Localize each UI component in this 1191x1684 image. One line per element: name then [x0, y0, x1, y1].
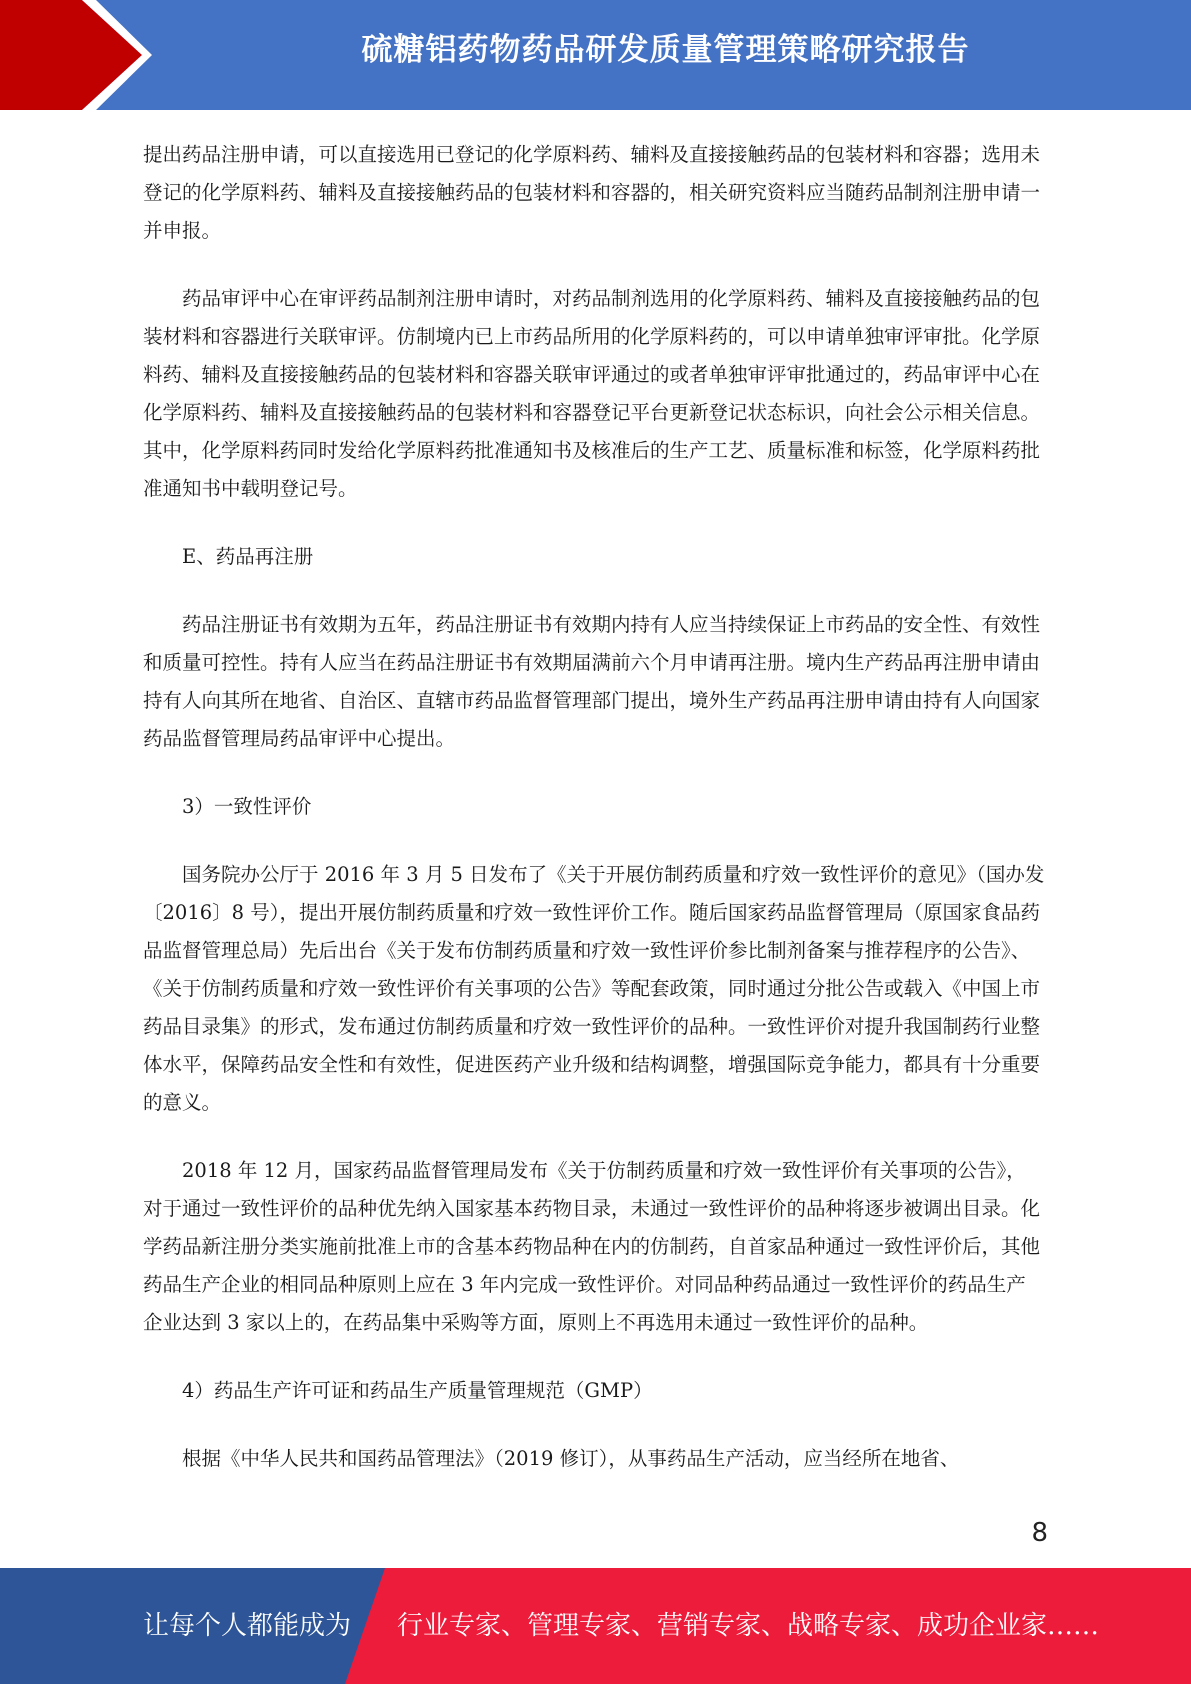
- page-number: 8: [1031, 1518, 1048, 1548]
- paragraph: 药品注册证书有效期为五年，药品注册证书有效期内持有人应当持续保证上市药品的安全性、有效性和质量可控性。持有人应当在药品注册证书有效期届满前六个月申请再注册。境内生产药品再注册申请由持有人向其所在地省、自治区、直辖市药品监督管理部门提出，境外生产药品再注册申请由持有人向国家药品监督管理局药品审评中心提出。: [143, 613, 1041, 750]
- paragraph: 2018 年 12 月，国家药品监督管理局发布《关于仿制药质量和疗效一致性评价有关事项的公告》，对于通过一致性评价的品种优先纳入国家基本药物目录，未通过一致性评价的品种将逐步被调出目录。化学药品新注册分类实施前批准上市的含基本药物品种在内的仿制药，自首家品种通过一致性评价后，其他药品生产企业的相同品种原则上应在 3 年内完成一致性评价。对同品种药品通过一致性评价的药品生产企业达到 3 家以上的，在药品集中采购等方面，原则上不再选用未通过一致性评价的品种。: [143, 1159, 1041, 1334]
- section-heading: 3）一致性评价: [182, 795, 312, 818]
- page-header: [0, 0, 1191, 110]
- document-body: [143, 136, 1045, 1508]
- paragraph: 国务院办公厅于 2016 年 3 月 5 日发布了《关于开展仿制药质量和疗效一致性评价的意见》（国办发〔2016〕8 号），提出开展仿制药质量和疗效一致性评价工作。随后国家药品监督管理局（原国家食品药品监督管理总局）先后出台《关于发布仿制药质量和疗效一致性评价参比制剂备案与推荐程序的公告》、《关于仿制药质量和疗效一致性评价有关事项的公告》等配套政策，同时通过分批公告或载入《中国上市药品目录集》的形式，发布通过仿制药质量和疗效一致性评价的品种。一致性评价对提升我国制药行业整体水平，保障药品安全性和有效性，促进医药产业升级和结构调整，增强国际竞争能力，都具有十分重要的意义。: [143, 863, 1045, 1114]
- paragraph: 提出药品注册申请，可以直接选用已登记的化学原料药、辅料及直接接触药品的包装材料和容器；选用未登记的化学原料药、辅料及直接接触药品的包装材料和容器的，相关研究资料应当随药品制剂注册申请一并申报。: [143, 143, 1041, 242]
- page-footer: [0, 1568, 1191, 1684]
- footer-slogan-left: 让每个人都能成为: [143, 1611, 352, 1641]
- header-red-arrow-decoration: [0, 0, 160, 110]
- section-heading: E、药品再注册: [182, 545, 314, 568]
- paragraph: 根据《中华人民共和国药品管理法》（2019 修订），从事药品生产活动，应当经所在地省、: [182, 1447, 960, 1470]
- document-title: 硫糖铝药物药品研发质量管理策略研究报告: [361, 32, 970, 68]
- footer-slogan-right: 行业专家、管理专家、营销专家、战略专家、成功企业家……: [397, 1611, 1100, 1641]
- paragraph: 药品审评中心在审评药品制剂注册申请时，对药品制剂选用的化学原料药、辅料及直接接触药品的包装材料和容器进行关联审评。仿制境内已上市药品所用的化学原料药的，可以申请单独审评审批。化学原料药、辅料及直接接触药品的包装材料和容器关联审评通过的或者单独审评审批通过的，药品审评中心在化学原料药、辅料及直接接触药品的包装材料和容器登记平台更新登记状态标识，向社会公示相关信息。其中，化学原料药同时发给化学原料药批准通知书及核准后的生产工艺、质量标准和标签，化学原料药批准通知书中载明登记号。: [143, 287, 1041, 500]
- section-heading: 4）药品生产许可证和药品生产质量管理规范（GMP）: [182, 1379, 653, 1402]
